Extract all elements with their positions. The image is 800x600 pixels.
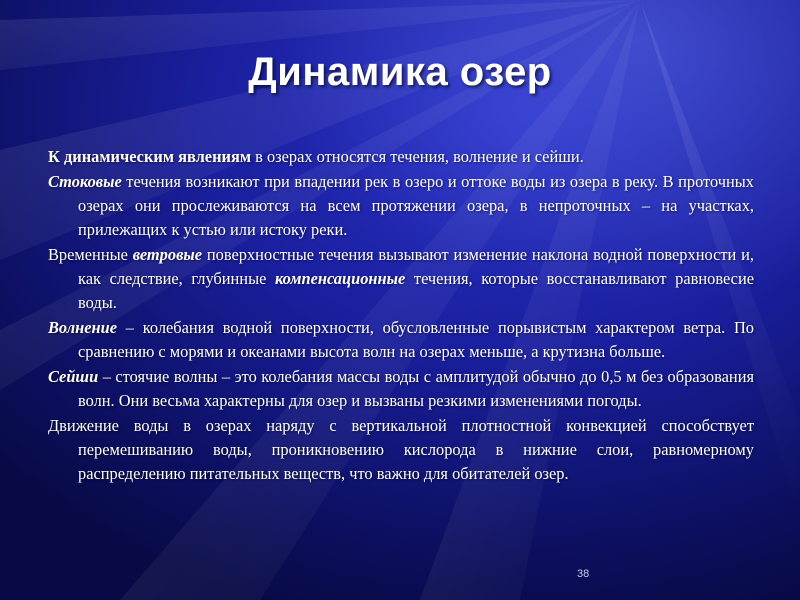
slide-title: Динамика озер [248,50,552,94]
slide-body [48,145,754,487]
emphasized-term: Сейши [48,367,99,386]
paragraph-text: – стоячие волны – это колебания массы воды с амплитудой обычно до 0,5 м без образования волн. Они весьма характерны для озер и вызваны резкими изменениями погоды. [78,367,754,410]
paragraph-text: – колебания водной поверхности, обусловленные порывистым характером ветра. По сравнению с морями и океанами высота волн на озерах меньше, а крутизна больше. [78,318,754,361]
paragraph-text: поверхностные течения вызывают изменение наклона водной поверхности и, как следствие, глубинные [78,245,755,288]
emphasized-term: ветровые [132,245,203,264]
paragraph [48,365,754,413]
paragraph-text: Временные [48,245,133,264]
emphasized-term: К динамическим явлениям [48,147,252,166]
paragraph-text: течения, которые восстанавливают равновесие воды. [78,269,754,312]
paragraph-text: течения возникают при впадении рек в озеро и оттоке воды из озера в реку. В проточных озерах они прослеживаются на всем протяжении озера, в непроточных – на участках, прилежащих к устью или истоку реки. [78,172,754,239]
paragraph [48,145,754,169]
emphasized-term: Волнение [48,318,117,337]
emphasized-term: компенсационные [274,269,406,288]
emphasized-term: Стоковые [48,172,122,191]
paragraph [48,414,754,486]
paragraph [48,316,754,364]
paragraph [48,243,754,315]
paragraph-text: Движение воды в озерах наряду с вертикальной плотностной конвекцией способствует перемешиванию воды, проникновению кислорода в нижние слои, равномерному распределению питательных веществ, что важно для обитателей озер. [48,416,754,483]
paragraph-text: в озерах относятся течения, волнение и сейши. [251,147,584,166]
paragraph [48,170,754,242]
page-number: 38 [577,568,590,580]
